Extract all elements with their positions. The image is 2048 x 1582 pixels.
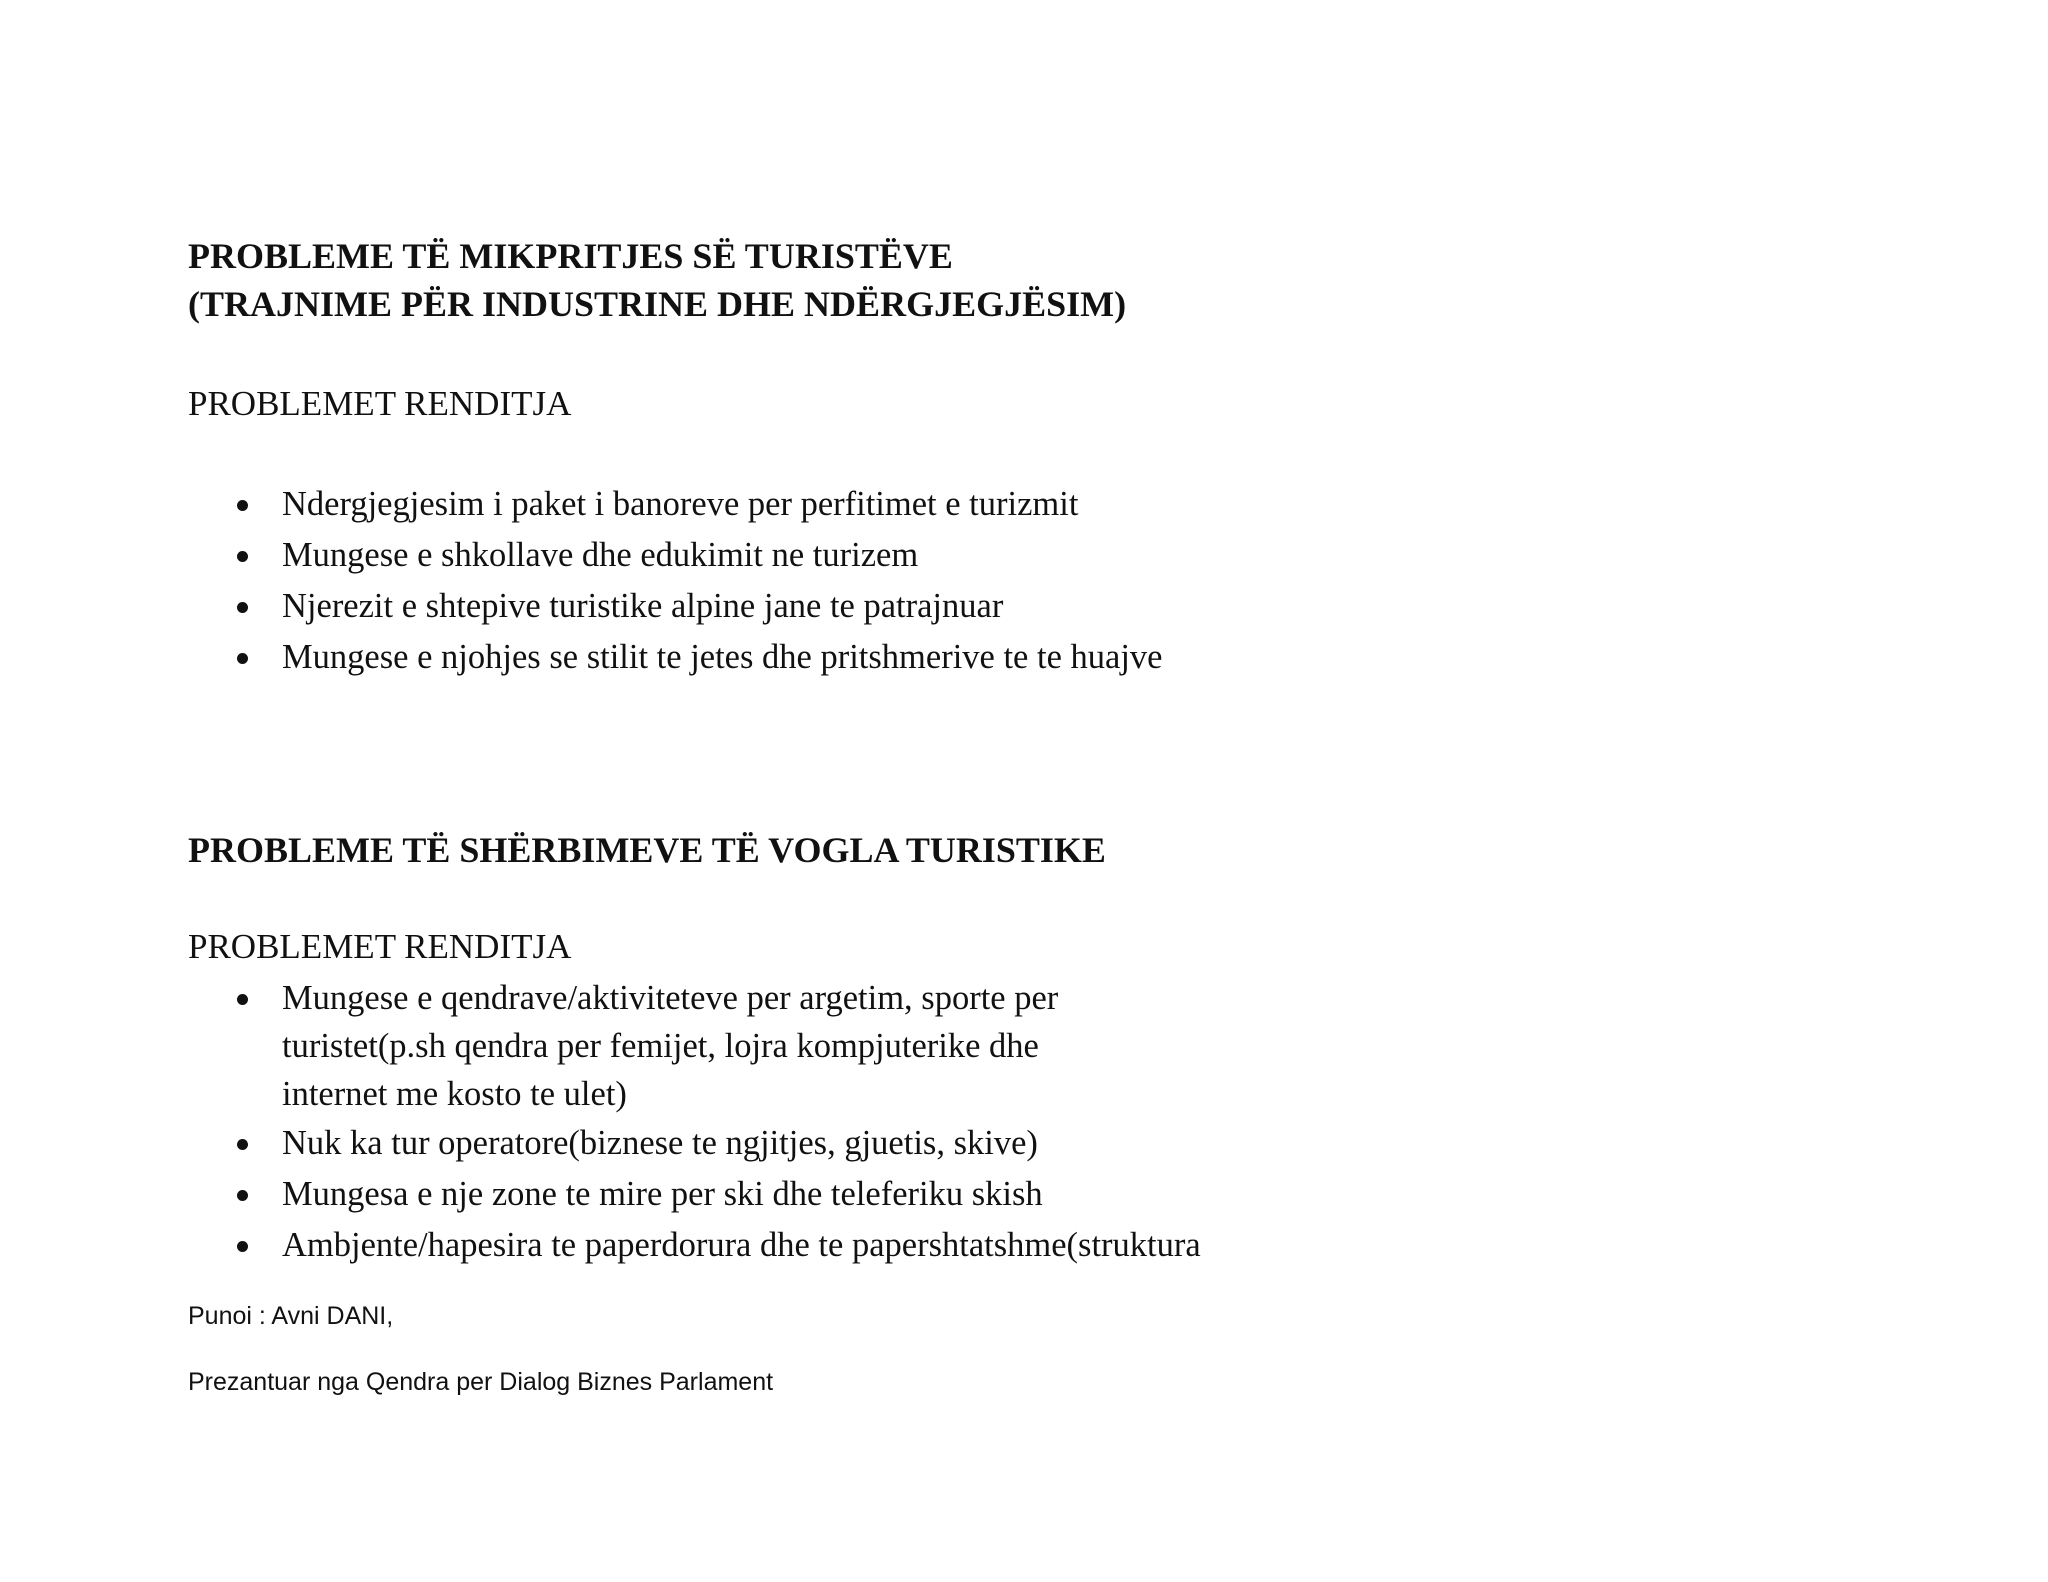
list-item-text-line: internet me kosto te ulet) — [282, 1075, 627, 1113]
list-item — [188, 1220, 1201, 1271]
list-item-text: Njerezit e shtepive turistike alpine jane te patrajnuar — [282, 587, 1004, 625]
section1-title-line2: (TRAJNIME PËR INDUSTRINE DHE NDËRGJEGJËSIM) — [188, 284, 1127, 324]
list-item-text: Mungese e shkollave dhe edukimit ne turizem — [282, 536, 919, 574]
section2-title: PROBLEME TË SHËRBIMEVE TË VOGLA TURISTIKE — [188, 830, 1106, 870]
section1-title-line1: PROBLEME TË MIKPRITJES SË TURISTËVE — [188, 236, 953, 276]
bullet-icon — [237, 653, 248, 664]
list-item-text: Ambjente/hapesira te paperdorura dhe te papershtatshme(struktura — [282, 1226, 1201, 1264]
section2-subheading: PROBLEMET RENDITJA — [188, 927, 572, 966]
bullet-icon — [237, 1241, 248, 1252]
list-item — [188, 1118, 1201, 1169]
bullet-icon — [237, 994, 248, 1005]
bullet-icon — [237, 500, 248, 511]
list-item-text: Nuk ka tur operatore(biznese te ngjitjes, gjuetis, skive) — [282, 1124, 1038, 1162]
bullet-icon — [237, 1190, 248, 1201]
section1-list — [188, 479, 1162, 683]
bullet-icon — [237, 602, 248, 613]
bullet-icon — [237, 1139, 248, 1150]
list-item — [188, 632, 1162, 683]
list-item-text: Mungese e njohjes se stilit te jetes dhe pritshmerive te te huajve — [282, 638, 1163, 676]
list-item — [188, 1169, 1201, 1220]
list-item-text: Ndergjegjesim i paket i banoreve per perfitimet e turizmit — [282, 485, 1079, 523]
section1-subheading: PROBLEMET RENDITJA — [188, 384, 572, 423]
list-item — [188, 530, 1162, 581]
list-item — [188, 479, 1162, 530]
list-item-text-line: turistet(p.sh qendra per femijet, lojra kompjuterike dhe — [282, 1027, 1039, 1065]
bullet-icon — [237, 551, 248, 562]
presenter-credit: Prezantuar nga Qendra per Dialog Biznes Parlament — [188, 1368, 774, 1396]
section1-title — [188, 232, 1126, 328]
author-credit: Punoi : Avni DANI, — [188, 1302, 394, 1330]
section2-list — [188, 974, 1201, 1271]
list-item-text: Mungesa e nje zone te mire per ski dhe teleferiku skish — [282, 1175, 1043, 1213]
list-item — [188, 974, 1201, 1118]
list-item — [188, 581, 1162, 632]
list-item-text-line: Mungese e qendrave/aktiviteteve per argetim, sporte per — [282, 979, 1059, 1017]
